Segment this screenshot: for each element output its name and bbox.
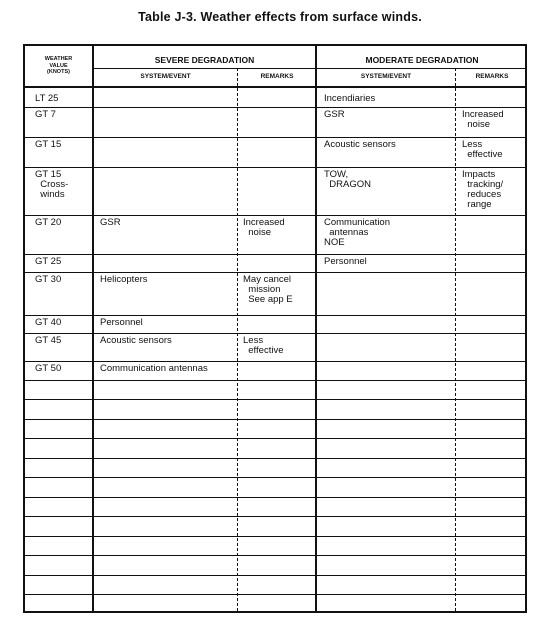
column-divider xyxy=(455,68,456,611)
column-divider xyxy=(92,46,94,611)
severe-system-cell: Helicopters xyxy=(100,274,148,285)
weather-value-cell: GT 15 Cross- winds xyxy=(35,169,69,200)
moderate-remarks-header: REMARKS xyxy=(475,73,509,80)
weather-value-cell: LT 25 xyxy=(35,93,59,104)
empty-row-rule xyxy=(25,419,525,420)
empty-row-rule xyxy=(25,399,525,400)
moderate-system-cell: Communication antennas NOE xyxy=(324,217,390,248)
empty-row-rule xyxy=(25,477,525,478)
empty-row-rule xyxy=(25,594,525,595)
row-rule xyxy=(25,333,525,334)
empty-row-rule xyxy=(25,438,525,439)
row-rule xyxy=(25,137,525,138)
moderate-remarks-cell: Less effective xyxy=(462,139,503,160)
weather-value-cell: GT 20 xyxy=(35,217,62,228)
weather-value-cell: GT 7 xyxy=(35,109,56,120)
moderate-degradation-header: MODERATE DEGRADATION xyxy=(365,55,479,65)
row-rule xyxy=(25,167,525,168)
column-divider xyxy=(315,46,317,611)
moderate-system-cell: Incendiaries xyxy=(324,93,376,104)
empty-row-rule xyxy=(25,497,525,498)
weather-value-cell: GT 40 xyxy=(35,317,62,328)
empty-row-rule xyxy=(25,575,525,576)
header-divider xyxy=(92,68,525,69)
severe-remarks-cell: May cancel mission See app E xyxy=(243,274,293,305)
severe-system-event-header: SYSTEM/EVENT xyxy=(140,73,191,80)
moderate-system-event-header: SYSTEM/EVENT xyxy=(360,73,412,80)
weather-value-cell: GT 25 xyxy=(35,256,62,267)
empty-row-rule xyxy=(25,516,525,517)
moderate-system-cell: Personnel xyxy=(324,256,367,267)
severe-system-cell: Communication antennas xyxy=(100,363,208,374)
severe-remarks-header: REMARKS xyxy=(260,73,294,80)
row-rule xyxy=(25,215,525,216)
row-rule xyxy=(25,361,525,362)
row-rule xyxy=(25,272,525,273)
severe-degradation-header: SEVERE DEGRADATION xyxy=(154,55,255,65)
severe-system-cell: Acoustic sensors xyxy=(100,335,172,346)
moderate-system-cell: TOW, DRAGON xyxy=(324,169,371,190)
table-title: Table J-3. Weather effects from surface winds. xyxy=(138,10,422,24)
severe-system-cell: Personnel xyxy=(100,317,143,328)
column-divider xyxy=(237,68,238,611)
moderate-system-cell: GSR xyxy=(324,109,345,120)
severe-remarks-cell: Increased noise xyxy=(243,217,285,238)
weather-value-cell: GT 30 xyxy=(35,274,62,285)
weather-value-header: WEATHER VALUE (KNOTS) xyxy=(44,56,73,75)
weather-effects-table xyxy=(23,44,527,613)
severe-system-cell: GSR xyxy=(100,217,121,228)
row-rule xyxy=(25,315,525,316)
row-rule xyxy=(25,380,525,381)
moderate-remarks-cell: Impacts tracking/ reduces range xyxy=(462,169,504,210)
severe-remarks-cell: Less effective xyxy=(243,335,284,356)
moderate-remarks-cell: Increased noise xyxy=(462,109,504,130)
empty-row-rule xyxy=(25,536,525,537)
row-rule xyxy=(25,254,525,255)
weather-value-cell: GT 45 xyxy=(35,335,62,346)
weather-value-cell: GT 50 xyxy=(35,363,62,374)
moderate-system-cell: Acoustic sensors xyxy=(324,139,396,150)
empty-row-rule xyxy=(25,555,525,556)
weather-value-cell: GT 15 xyxy=(35,139,62,150)
header-bottom-rule xyxy=(25,86,525,88)
row-rule xyxy=(25,107,525,108)
empty-row-rule xyxy=(25,458,525,459)
